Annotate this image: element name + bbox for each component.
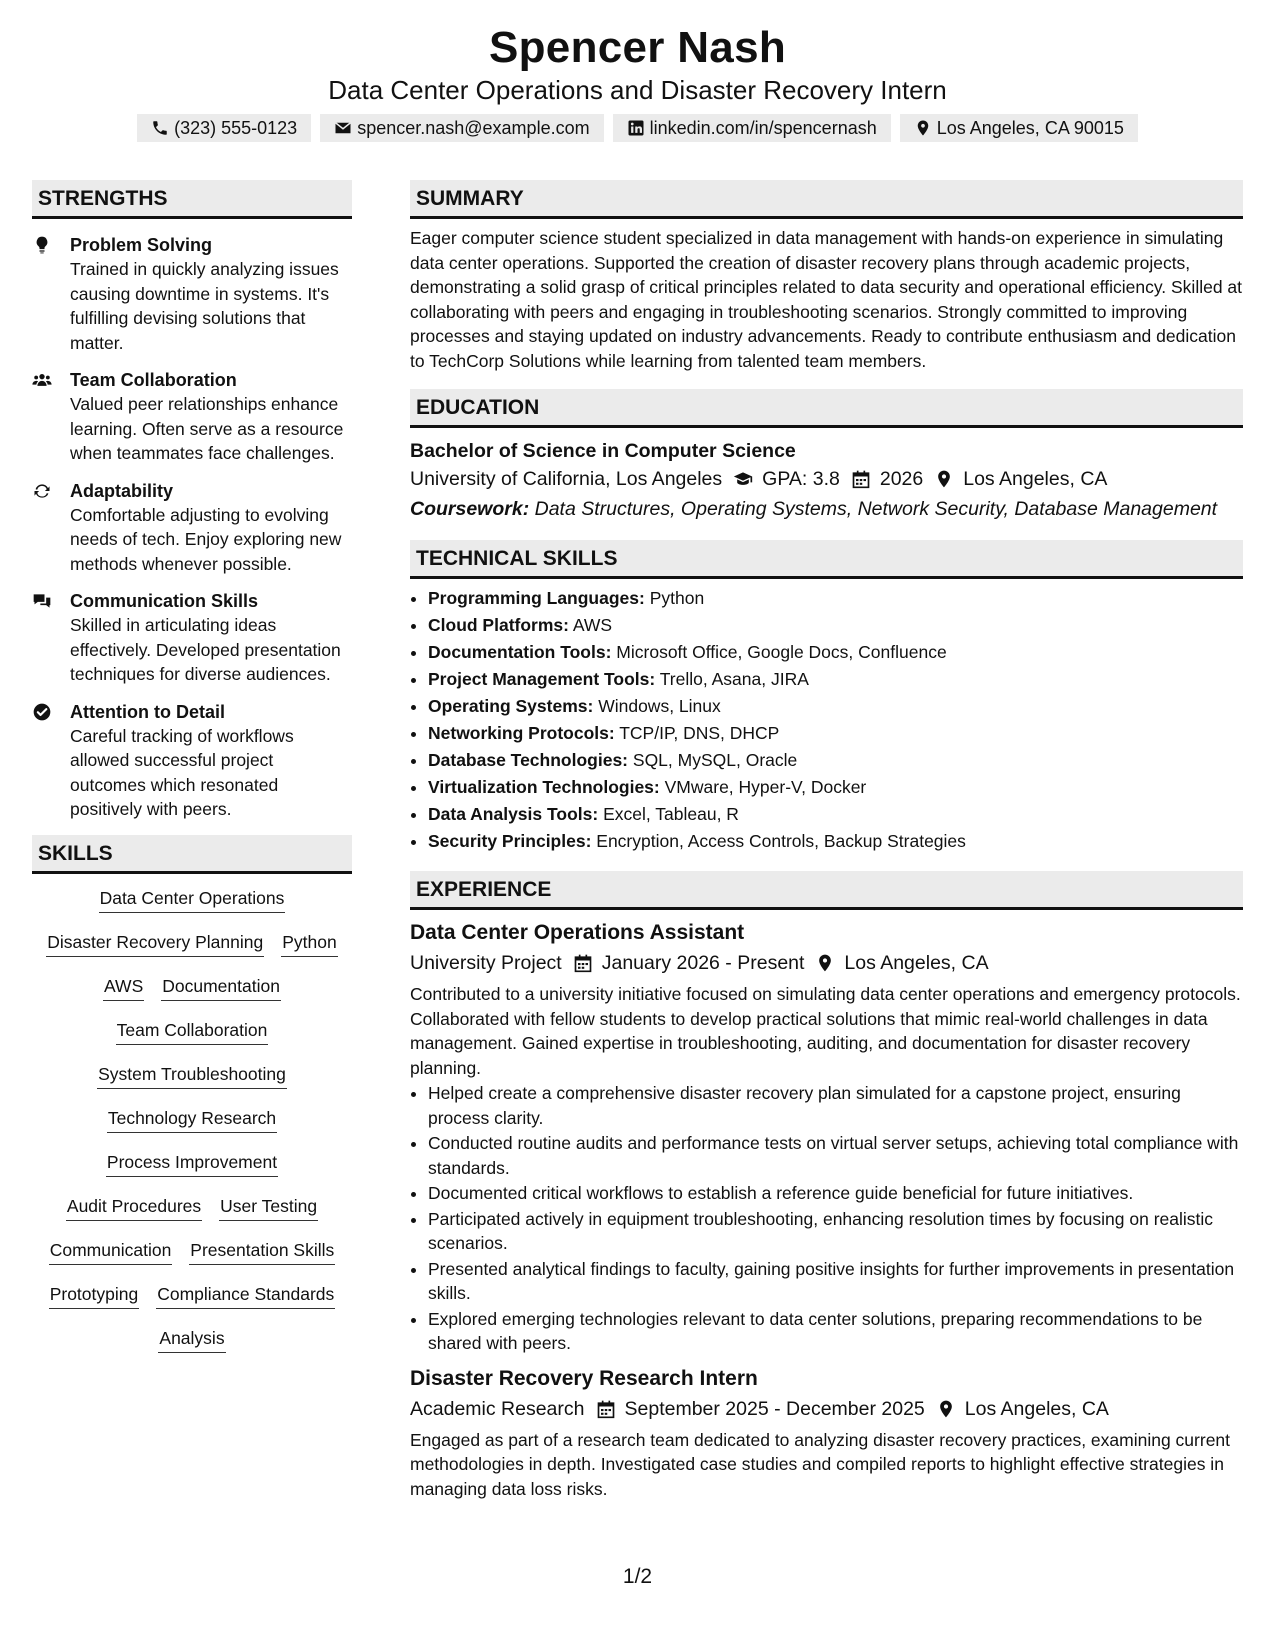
tech-skill-value: TCP/IP, DNS, DHCP <box>619 723 780 743</box>
strength-title: Adaptability <box>70 480 174 501</box>
skill-tag: Communication <box>49 1238 173 1265</box>
contact-linkedin[interactable] <box>613 114 891 142</box>
sync-icon <box>32 481 52 501</box>
tech-skill-value: Excel, Tableau, R <box>603 804 739 824</box>
candidate-title: Data Center Operations and Disaster Recovery Intern <box>328 75 947 105</box>
strengths-heading: STRENGTHS <box>32 180 352 219</box>
contact-bar <box>0 114 1275 142</box>
tech-skill-value: Python <box>649 588 705 608</box>
skill-tag: System Troubleshooting <box>97 1062 287 1089</box>
skill-tag: Data Center Operations <box>99 886 286 913</box>
coursework <box>410 494 1243 524</box>
envelope-icon <box>334 119 352 137</box>
skill-tag: Compliance Standards <box>156 1282 335 1309</box>
job-bullet: • Presented analytical findings to faculty, gaining positive insights for further improvements in presentation skills. <box>428 1257 1243 1306</box>
job-title: Data Center Operations Assistant <box>410 921 745 944</box>
strength-desc: Skilled in articulating ideas effectively. Developed presentation techniques for diverse audiences. <box>70 615 341 684</box>
tech-skill-value: Microsoft Office, Google Docs, Confluence <box>616 642 947 662</box>
job-bullet: • Helped create a comprehensive disaster recovery plan simulated for a capstone project, ensuring process clarity. <box>428 1081 1243 1130</box>
strength-item <box>32 700 352 822</box>
school-name: University of California, Los Angeles <box>410 468 723 490</box>
tech-skill-item <box>428 693 1243 720</box>
tech-skill-label: Documentation Tools: <box>428 642 612 662</box>
tech-skill-label: Cloud Platforms: <box>428 615 569 635</box>
degree-title: Bachelor of Science in Computer Science <box>410 440 796 462</box>
job-bullet: • Documented critical workflows to establish a reference guide beneficial for future initiatives. <box>428 1181 1243 1206</box>
tech-skill-label: Project Management Tools: <box>428 669 656 689</box>
experience-heading: EXPERIENCE <box>410 871 1243 910</box>
skill-tag: Audit Procedures <box>66 1194 202 1221</box>
skills-heading: SKILLS <box>32 835 352 874</box>
tech-skill-item <box>428 720 1243 747</box>
skill-tag: Prototyping <box>49 1282 140 1309</box>
technical-skills-heading: TECHNICAL SKILLS <box>410 540 1243 579</box>
job-entry <box>410 1364 1243 1502</box>
job-meta <box>410 1394 1243 1424</box>
map-marker-icon <box>914 119 932 137</box>
candidate-name: Spencer Nash <box>488 23 787 72</box>
calendar-icon <box>573 953 593 973</box>
strength-desc: Trained in quickly analyzing issues causing downtime in systems. It's fulfilling devising solutions that matter. <box>70 259 339 353</box>
graduation-year: 2026 <box>879 468 924 490</box>
email-text: spencer.nash@example.com <box>357 118 590 138</box>
strength-desc: Careful tracking of workflows allowed successful project outcomes which resonated positively with peers. <box>70 725 294 819</box>
tech-skill-label: Operating Systems: <box>428 696 594 716</box>
job-location: Los Angeles, CA <box>844 952 989 974</box>
tech-skill-label: Security Principles: <box>428 831 592 851</box>
job-bullet: • Participated actively in equipment troubleshooting, enhancing resolution times by focusing on realistic scenarios. <box>428 1207 1243 1256</box>
tech-skill-item <box>428 612 1243 639</box>
left-column <box>32 180 352 1370</box>
tech-skill-value: AWS <box>572 615 613 635</box>
job-description: Engaged as part of a research team dedicated to analyzing disaster recovery practices, examining current methodologies in depth. Investigated case studies and compiled reports to highlight effective strategies in managing data loss risks. <box>410 1429 1231 1499</box>
tech-skill-value: Windows, Linux <box>598 696 721 716</box>
tech-skill-label: Programming Languages: <box>428 588 645 608</box>
skill-tag: Python <box>281 930 337 957</box>
graduation-cap-icon <box>733 469 753 489</box>
gpa-text: GPA: 3.8 <box>762 468 840 490</box>
skill-tag: AWS <box>103 974 144 1001</box>
strength-item <box>32 233 352 355</box>
map-marker-icon <box>934 469 954 489</box>
job-org: University Project <box>410 952 562 974</box>
summary-text: Eager computer science student specialized in data management with hands-on experience in simulating data center operations. Supported the creation of disaster recovery plans through academic projects, demonstrating a solid grasp of critical principles related to data security and operational efficiency. Skilled at collaborating with peers and engaging in troubleshooting scenarios. Strongly committed to improving processes and staying updated on industry advancements. Ready to contribute enthusiasm and dedication to TechCorp Solutions while learning from talented team members. <box>410 228 1243 371</box>
tech-skill-item <box>428 666 1243 693</box>
linkedin-icon <box>627 119 645 137</box>
tech-skill-item <box>428 585 1243 612</box>
strength-desc: Comfortable adjusting to evolving needs of tech. Enjoy exploring new methods whenever possible. <box>70 504 342 574</box>
phone-icon <box>151 119 169 137</box>
strength-title: Team Collaboration <box>70 370 237 390</box>
skill-tag: Technology Research <box>107 1106 277 1133</box>
strength-item <box>32 368 352 466</box>
contact-email[interactable] <box>320 114 603 142</box>
calendar-icon <box>596 1399 616 1419</box>
location-text: Los Angeles, CA 90015 <box>936 118 1124 138</box>
contact-location[interactable] <box>900 114 1138 142</box>
lightbulb-icon <box>32 235 52 255</box>
job-dates: September 2025 - December 2025 <box>624 1397 925 1420</box>
page-number: 1/2 <box>622 1565 653 1588</box>
skill-tag: User Testing <box>219 1194 318 1221</box>
job-location: Los Angeles, CA <box>964 1397 1109 1420</box>
skill-tag: Disaster Recovery Planning <box>46 930 264 957</box>
tech-skill-item <box>428 747 1243 774</box>
strength-item <box>32 589 352 687</box>
coursework-text: Data Structures, Operating Systems, Network Security, Database Management <box>534 498 1218 520</box>
calendar-icon <box>851 469 871 489</box>
right-column <box>410 180 1243 1501</box>
job-meta <box>410 948 1243 978</box>
education-heading: EDUCATION <box>410 389 1243 428</box>
job-dates: January 2026 - Present <box>601 952 805 974</box>
skill-tag: Documentation <box>161 974 281 1001</box>
users-icon <box>32 370 52 390</box>
tech-skill-value: VMware, Hyper-V, Docker <box>664 777 867 797</box>
job-title: Disaster Recovery Research Intern <box>410 1366 758 1390</box>
job-bullets <box>410 1081 1243 1356</box>
comments-icon <box>32 591 52 611</box>
linkedin-text: linkedin.com/in/spencernash <box>649 118 877 138</box>
job-bullet: • Conducted routine audits and performance tests on virtual server setups, achieving total compliance with standards. <box>428 1131 1243 1180</box>
school-location: Los Angeles, CA <box>963 468 1108 490</box>
tech-skill-value: SQL, MySQL, Oracle <box>632 750 798 770</box>
map-marker-icon <box>936 1399 956 1419</box>
contact-phone[interactable] <box>137 114 311 142</box>
summary-heading: SUMMARY <box>410 180 1243 219</box>
check-circle-icon <box>32 702 52 722</box>
technical-skills-list <box>410 585 1243 855</box>
tech-skill-label: Virtualization Technologies: <box>428 777 660 797</box>
job-entry <box>410 918 1243 1356</box>
coursework-label: Coursework: <box>410 498 530 520</box>
tech-skill-label: Database Technologies: <box>428 750 629 770</box>
tech-skill-label: Networking Protocols: <box>428 723 615 743</box>
tech-skill-value: Encryption, Access Controls, Backup Strategies <box>596 831 966 851</box>
strength-title: Communication Skills <box>70 591 259 611</box>
job-description: Contributed to a university initiative focused on simulating data center operations and emergency protocols. Collaborated with fellow students to develop practical solutions that mimic real-world challenges in data management. Gained expertise in troubleshooting, auditing, and documentation for disaster recovery planning. <box>410 984 1241 1078</box>
skill-tag: Presentation Skills <box>189 1238 335 1265</box>
tech-skill-label: Data Analysis Tools: <box>428 804 599 824</box>
strength-item <box>32 479 352 577</box>
phone-text: (323) 555-0123 <box>174 118 298 138</box>
skills-tags <box>32 886 352 1370</box>
tech-skill-item <box>428 639 1243 666</box>
strength-title: Attention to Detail <box>70 701 225 722</box>
skill-tag: Process Improvement <box>106 1150 278 1177</box>
skill-tag: Analysis <box>158 1326 225 1353</box>
tech-skill-value: Trello, Asana, JIRA <box>659 669 809 689</box>
map-marker-icon <box>815 953 835 973</box>
tech-skill-item <box>428 774 1243 801</box>
job-bullet: • Explored emerging technologies relevant to data center solutions, preparing recommendations to be shared with peers. <box>428 1307 1243 1356</box>
skill-tag: Team Collaboration <box>116 1018 269 1045</box>
tech-skill-item <box>428 828 1243 855</box>
job-org: Academic Research <box>410 1397 585 1420</box>
education-meta <box>410 464 1243 494</box>
resume-header <box>0 0 1275 142</box>
tech-skill-item <box>428 801 1243 828</box>
strength-desc: Valued peer relationships enhance learning. Often serve as a resource when teammates face challenges. <box>70 394 344 463</box>
strengths-list <box>32 233 352 822</box>
strength-title: Problem Solving <box>70 235 213 255</box>
